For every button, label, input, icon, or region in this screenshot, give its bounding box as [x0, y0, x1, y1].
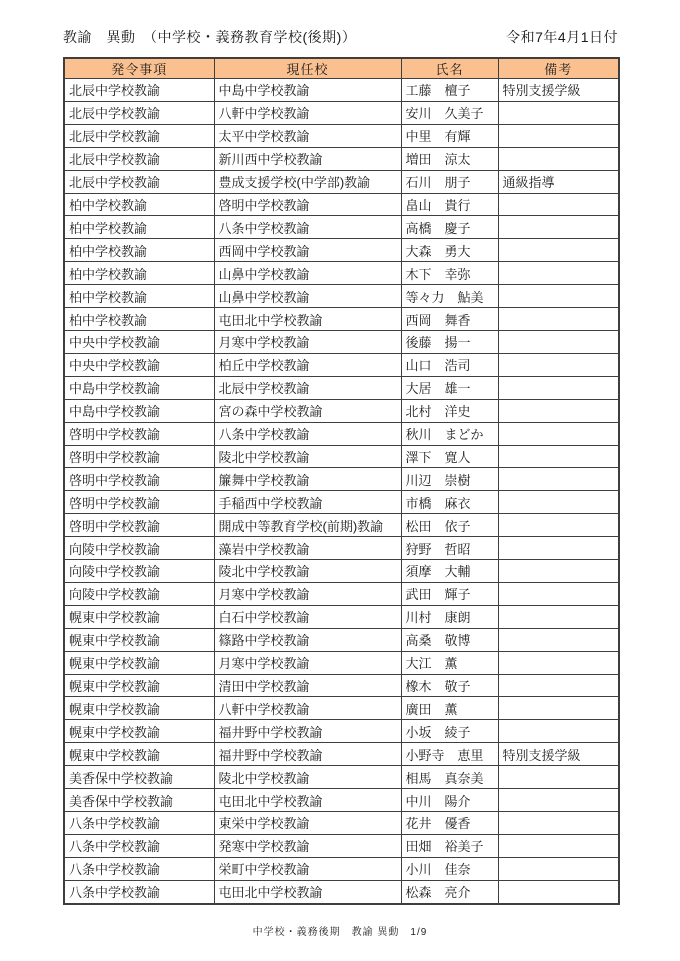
name-cell: 狩野 哲昭: [401, 537, 498, 560]
remarks-cell: [498, 789, 619, 812]
current-school-cell: 簾舞中学校教諭: [214, 468, 401, 491]
current-school-cell: 陵北中学校教諭: [214, 445, 401, 468]
table-row: [64, 582, 619, 605]
name-cell: 中川 陽介: [401, 789, 498, 812]
current-school-cell: 福井野中学校教諭: [214, 720, 401, 743]
current-school-cell: 藻岩中学校教諭: [214, 537, 401, 560]
table-row: [64, 239, 619, 262]
table-header-row: [64, 58, 619, 79]
table-row: [64, 79, 619, 102]
appointment-cell: 幌東中学校教諭: [64, 697, 214, 720]
name-cell: 市橋 麻衣: [401, 491, 498, 514]
remarks-cell: [498, 834, 619, 857]
current-school-cell: 豊成支援学校(中学部)教諭: [214, 170, 401, 193]
name-cell: 澤下 寛人: [401, 445, 498, 468]
appointment-cell: 柏中学校教諭: [64, 193, 214, 216]
name-cell: 石川 朋子: [401, 170, 498, 193]
name-cell: 小坂 綾子: [401, 720, 498, 743]
title-bar: [63, 27, 618, 47]
remarks-cell: [498, 399, 619, 422]
name-cell: 大居 雄一: [401, 376, 498, 399]
current-school-cell: 屯田北中学校教諭: [214, 789, 401, 812]
appointment-cell: 柏中学校教諭: [64, 216, 214, 239]
name-cell: 武田 輝子: [401, 582, 498, 605]
appointment-cell: 八条中学校教諭: [64, 812, 214, 835]
name-cell: 廣田 薫: [401, 697, 498, 720]
table-row: [64, 262, 619, 285]
name-cell: 等々力 鮎美: [401, 285, 498, 308]
transfer-table: [63, 57, 620, 905]
name-cell: 高橋 慶子: [401, 216, 498, 239]
current-school-cell: 陵北中学校教諭: [214, 766, 401, 789]
remarks-cell: [498, 812, 619, 835]
name-cell: 畠山 貴行: [401, 193, 498, 216]
table-row: [64, 720, 619, 743]
current-school-cell: 月寒中学校教諭: [214, 582, 401, 605]
table-row: [64, 445, 619, 468]
appointment-cell: 啓明中学校教諭: [64, 445, 214, 468]
current-school-cell: 八条中学校教諭: [214, 216, 401, 239]
document-date: 令和7年4月1日付: [506, 29, 618, 45]
current-school-cell: 啓明中学校教諭: [214, 193, 401, 216]
appointment-cell: 柏中学校教諭: [64, 262, 214, 285]
table-row: [64, 285, 619, 308]
appointment-cell: 向陵中学校教諭: [64, 560, 214, 583]
current-school-cell: 屯田北中学校教諭: [214, 308, 401, 331]
name-cell: 橡木 敬子: [401, 674, 498, 697]
name-cell: 小野寺 恵里: [401, 743, 498, 766]
table-row: [64, 308, 619, 331]
table-row: [64, 399, 619, 422]
table-row: [64, 468, 619, 491]
appointment-cell: 向陵中学校教諭: [64, 582, 214, 605]
table-row: [64, 766, 619, 789]
remarks-cell: [498, 468, 619, 491]
remarks-cell: 特別支援学級: [498, 79, 619, 102]
appointment-cell: 北辰中学校教諭: [64, 101, 214, 124]
current-school-cell: 月寒中学校教諭: [214, 330, 401, 353]
remarks-cell: [498, 605, 619, 628]
remarks-cell: [498, 674, 619, 697]
current-school-cell: 清田中学校教諭: [214, 674, 401, 697]
table-row: [64, 743, 619, 766]
current-school-cell: 手稲西中学校教諭: [214, 491, 401, 514]
appointment-cell: 幌東中学校教諭: [64, 720, 214, 743]
current-school-cell: 山鼻中学校教諭: [214, 285, 401, 308]
appointment-cell: 啓明中学校教諭: [64, 422, 214, 445]
remarks-cell: [498, 353, 619, 376]
current-school-cell: 月寒中学校教諭: [214, 651, 401, 674]
table-row: [64, 857, 619, 880]
name-cell: 花井 優香: [401, 812, 498, 835]
appointment-cell: 幌東中学校教諭: [64, 674, 214, 697]
remarks-cell: 通級指導: [498, 170, 619, 193]
name-cell: 安川 久美子: [401, 101, 498, 124]
name-cell: 大森 勇大: [401, 239, 498, 262]
remarks-cell: [498, 124, 619, 147]
table-row: [64, 514, 619, 537]
page-footer: 中学校・義務後期 教諭 異動 1/9: [252, 927, 428, 938]
appointment-cell: 北辰中学校教諭: [64, 170, 214, 193]
current-school-cell: 八軒中学校教諭: [214, 101, 401, 124]
name-cell: 松森 亮介: [401, 880, 498, 904]
table-row: [64, 674, 619, 697]
table-row: [64, 628, 619, 651]
appointment-cell: 八条中学校教諭: [64, 880, 214, 904]
remarks-cell: [498, 330, 619, 353]
remarks-cell: [498, 491, 619, 514]
appointment-cell: 中島中学校教諭: [64, 376, 214, 399]
table-row: [64, 880, 619, 904]
appointment-cell: 柏中学校教諭: [64, 308, 214, 331]
current-school-cell: 福井野中学校教諭: [214, 743, 401, 766]
appointment-cell: 中央中学校教諭: [64, 353, 214, 376]
remarks-cell: [498, 720, 619, 743]
appointment-cell: 幌東中学校教諭: [64, 628, 214, 651]
appointment-cell: 美香保中学校教諭: [64, 766, 214, 789]
current-school-cell: 北辰中学校教諭: [214, 376, 401, 399]
current-school-cell: 八軒中学校教諭: [214, 697, 401, 720]
remarks-cell: [498, 537, 619, 560]
remarks-cell: [498, 445, 619, 468]
name-cell: 木下 幸弥: [401, 262, 498, 285]
current-school-cell: 中島中学校教諭: [214, 79, 401, 102]
appointment-cell: 柏中学校教諭: [64, 239, 214, 262]
remarks-cell: [498, 651, 619, 674]
current-school-cell: 東栄中学校教諭: [214, 812, 401, 835]
remarks-cell: [498, 147, 619, 170]
appointment-cell: 啓明中学校教諭: [64, 514, 214, 537]
name-cell: 工藤 檀子: [401, 79, 498, 102]
table-row: [64, 812, 619, 835]
appointment-cell: 向陵中学校教諭: [64, 537, 214, 560]
remarks-cell: 特別支援学級: [498, 743, 619, 766]
current-school-cell: 篠路中学校教諭: [214, 628, 401, 651]
current-school-cell: 八条中学校教諭: [214, 422, 401, 445]
remarks-cell: [498, 697, 619, 720]
name-cell: 中里 有輝: [401, 124, 498, 147]
appointment-cell: 美香保中学校教諭: [64, 789, 214, 812]
table-row: [64, 560, 619, 583]
current-school-cell: 新川西中学校教諭: [214, 147, 401, 170]
remarks-cell: [498, 766, 619, 789]
appointment-cell: 幌東中学校教諭: [64, 743, 214, 766]
transfer-table-body: [64, 79, 619, 905]
name-cell: 須摩 大輔: [401, 560, 498, 583]
document-title: 教諭 異動 （中学校・義務教育学校(後期)）: [63, 29, 357, 45]
current-school-cell: 栄町中学校教諭: [214, 857, 401, 880]
appointment-cell: 北辰中学校教諭: [64, 79, 214, 102]
remarks-cell: [498, 216, 619, 239]
name-cell: 小川 佳奈: [401, 857, 498, 880]
appointment-cell: 八条中学校教諭: [64, 834, 214, 857]
name-cell: 高桑 敬博: [401, 628, 498, 651]
remarks-cell: [498, 880, 619, 904]
current-school-cell: 柏丘中学校教諭: [214, 353, 401, 376]
table-row: [64, 376, 619, 399]
name-cell: 秋川 まどか: [401, 422, 498, 445]
remarks-cell: [498, 239, 619, 262]
table-row: [64, 422, 619, 445]
name-cell: 後藤 揚一: [401, 330, 498, 353]
appointment-cell: 中央中学校教諭: [64, 330, 214, 353]
appointment-cell: 啓明中学校教諭: [64, 491, 214, 514]
table-row: [64, 216, 619, 239]
column-header-current-school: 現任校: [214, 58, 401, 79]
table-row: [64, 789, 619, 812]
table-row: [64, 697, 619, 720]
column-header-name: 氏名: [401, 58, 498, 79]
current-school-cell: 陵北中学校教諭: [214, 560, 401, 583]
name-cell: 田畑 裕美子: [401, 834, 498, 857]
name-cell: 増田 涼太: [401, 147, 498, 170]
column-header-remarks: 備考: [498, 58, 619, 79]
table-row: [64, 330, 619, 353]
table-row: [64, 491, 619, 514]
appointment-cell: 柏中学校教諭: [64, 285, 214, 308]
remarks-cell: [498, 376, 619, 399]
name-cell: 山口 浩司: [401, 353, 498, 376]
remarks-cell: [498, 262, 619, 285]
current-school-cell: 発寒中学校教諭: [214, 834, 401, 857]
current-school-cell: 太平中学校教諭: [214, 124, 401, 147]
current-school-cell: 開成中等教育学校(前期)教諭: [214, 514, 401, 537]
table-row: [64, 353, 619, 376]
remarks-cell: [498, 560, 619, 583]
table-row: [64, 124, 619, 147]
name-cell: 相馬 真奈美: [401, 766, 498, 789]
table-row: [64, 605, 619, 628]
name-cell: 西岡 舞香: [401, 308, 498, 331]
remarks-cell: [498, 857, 619, 880]
table-row: [64, 834, 619, 857]
appointment-cell: 北辰中学校教諭: [64, 147, 214, 170]
remarks-cell: [498, 101, 619, 124]
remarks-cell: [498, 193, 619, 216]
appointment-cell: 中島中学校教諭: [64, 399, 214, 422]
table-row: [64, 651, 619, 674]
remarks-cell: [498, 582, 619, 605]
current-school-cell: 山鼻中学校教諭: [214, 262, 401, 285]
name-cell: 川辺 崇樹: [401, 468, 498, 491]
current-school-cell: 西岡中学校教諭: [214, 239, 401, 262]
table-row: [64, 537, 619, 560]
name-cell: 松田 依子: [401, 514, 498, 537]
table-row: [64, 193, 619, 216]
appointment-cell: 啓明中学校教諭: [64, 468, 214, 491]
appointment-cell: 北辰中学校教諭: [64, 124, 214, 147]
appointment-cell: 幌東中学校教諭: [64, 605, 214, 628]
current-school-cell: 屯田北中学校教諭: [214, 880, 401, 904]
table-row: [64, 170, 619, 193]
remarks-cell: [498, 285, 619, 308]
name-cell: 川村 康朗: [401, 605, 498, 628]
current-school-cell: 白石中学校教諭: [214, 605, 401, 628]
appointment-cell: 幌東中学校教諭: [64, 651, 214, 674]
name-cell: 大江 薫: [401, 651, 498, 674]
remarks-cell: [498, 514, 619, 537]
remarks-cell: [498, 308, 619, 331]
name-cell: 北村 洋史: [401, 399, 498, 422]
column-header-appointment: 発令事項: [64, 58, 214, 79]
current-school-cell: 宮の森中学校教諭: [214, 399, 401, 422]
table-row: [64, 101, 619, 124]
remarks-cell: [498, 628, 619, 651]
remarks-cell: [498, 422, 619, 445]
appointment-cell: 八条中学校教諭: [64, 857, 214, 880]
table-row: [64, 147, 619, 170]
